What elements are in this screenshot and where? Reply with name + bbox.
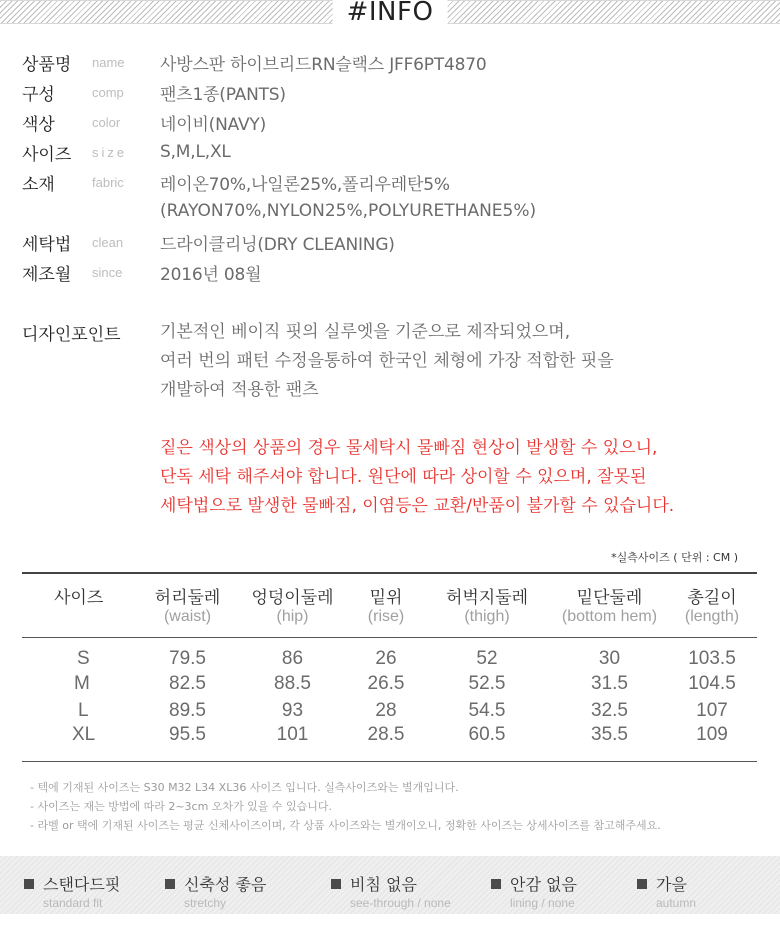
info-value-continued: (RAYON70%,NYLON25%,POLYURETHANE5%) (160, 201, 537, 221)
feature-label: 가을 (656, 875, 687, 894)
footnotes (30, 778, 661, 835)
size-table-header (552, 573, 667, 638)
info-value: 2016년 08월 (160, 264, 262, 285)
table-cell: 26 (375, 648, 397, 669)
footnote: - 사이즈는 재는 방법에 따라 2~3cm 오차가 있을 수 있습니다. (30, 800, 333, 813)
column-sub-label: (waist) (163, 608, 212, 625)
info-value: 사방스판 하이브리드RN슬랙스 JFF6PT4870 (160, 54, 487, 75)
feature-stretch (165, 872, 266, 910)
size-table-header (422, 573, 552, 638)
page-title: #INFO (333, 0, 448, 27)
size-table-header (140, 573, 235, 638)
info-sub-label: fabric (92, 174, 124, 190)
info-row-since (22, 259, 261, 285)
table-cell: 28.5 (367, 724, 405, 745)
table-cell: 82.5 (169, 672, 206, 694)
table-cell: 28 (375, 699, 397, 721)
table-row (22, 697, 757, 724)
feature-label: 비침 없음 (350, 875, 417, 894)
feature-sub-label: autumn (656, 896, 697, 910)
info-sub-label: clean (92, 234, 124, 250)
column-label: 밑단둘레 (576, 588, 643, 608)
info-row-size (22, 139, 231, 165)
info-label: 소재 (22, 174, 55, 195)
info-label: 세탁법 (22, 234, 72, 255)
feature-lining (491, 872, 577, 910)
size-table-header-row (22, 573, 757, 638)
table-cell: 26.5 (367, 672, 405, 694)
info-label: 상품명 (22, 54, 72, 75)
feature-label: 스탠다드핏 (43, 875, 121, 894)
info-label: 구성 (22, 84, 55, 105)
table-cell: 88.5 (274, 672, 311, 694)
design-point-line: 여러 번의 패턴 수정을통하여 한국인 체형에 가장 적합한 핏을 (160, 351, 614, 371)
warning-line: 단독 세탁 해주셔야 합니다. 원단에 따라 상이할 수 있으며, 잘못된 (160, 467, 647, 487)
column-label: 밑위 (369, 588, 403, 608)
feature-sub-label: see-through / none (350, 896, 451, 910)
column-label: 허리둘레 (154, 588, 221, 608)
feature-season (637, 872, 696, 910)
feature-see-through (331, 872, 451, 910)
info-sub-label: color (92, 114, 121, 130)
feature-sub-label: lining / none (510, 896, 575, 910)
washing-warning (160, 434, 770, 521)
size-table-header (667, 573, 757, 638)
header-band (0, 0, 780, 27)
table-cell: 86 (281, 648, 304, 669)
table-cell: 93 (281, 699, 304, 721)
table-cell: 32.5 (591, 699, 628, 721)
table-cell: 79.5 (169, 648, 206, 669)
feature-fit (24, 872, 120, 910)
table-cell: 109 (696, 724, 728, 745)
info-row-color (22, 109, 266, 135)
info-row-comp (22, 79, 286, 105)
table-cell: 107 (696, 699, 728, 721)
info-sub-label: name (92, 54, 125, 70)
info-sub-label: since (92, 264, 123, 280)
info-row-fabric (22, 169, 450, 195)
column-label: 엉덩이둘레 (251, 588, 334, 608)
feature-sub-label: standard fit (43, 896, 103, 910)
design-point-line: 기본적인 베이직 핏의 실루엣을 기준으로 제작되었으며, (160, 322, 571, 342)
design-point-label: 디자인포인트 (22, 325, 121, 345)
column-sub-label: (length) (684, 608, 740, 625)
features-band (0, 856, 780, 914)
table-cell: 89.5 (169, 699, 206, 721)
feature-sub-label: stretchy (184, 896, 227, 910)
info-sub-label: comp (92, 84, 124, 100)
column-sub-label: (rise) (367, 608, 405, 625)
info-sub-label: size (92, 144, 128, 160)
square-icon (637, 879, 647, 889)
info-value: 팬츠1종(PANTS) (160, 84, 286, 105)
warning-line: 세탁법으로 발생한 물빠짐, 이염등은 교환/반품이 불가할 수 있습니다. (160, 496, 675, 516)
table-cell: 31.5 (591, 672, 628, 694)
info-value: 네이비(NAVY) (160, 114, 267, 135)
table-cell: 101 (276, 724, 309, 745)
table-row (22, 670, 757, 697)
size-table (22, 572, 757, 762)
feature-label: 신축성 좋음 (184, 875, 267, 894)
design-point-line: 개발하여 적용한 팬츠 (160, 380, 319, 400)
table-cell-size: L (78, 699, 89, 721)
column-sub-label: (thigh) (464, 608, 510, 625)
column-label: 총길이 (687, 588, 737, 608)
column-label: 허벅지둘레 (445, 588, 529, 608)
info-value: 드라이클리닝(DRY CLEANING) (160, 234, 395, 255)
table-cell: 30 (598, 648, 621, 669)
info-label: 제조월 (22, 264, 72, 285)
footnote: - 라벨 or 택에 기재된 사이즈는 평균 신체사이즈이며, 각 상품 사이즈와는 별개이오니, 정확한 사이즈는 상세사이즈를 참고해주세요. (30, 819, 661, 832)
size-table-header (235, 573, 350, 638)
size-table-header (350, 573, 422, 638)
table-cell: 95.5 (169, 724, 206, 745)
table-cell: 35.5 (591, 724, 628, 745)
design-point-text (160, 318, 760, 405)
column-label: 사이즈 (54, 588, 104, 608)
square-icon (24, 879, 34, 889)
info-row-clean (22, 229, 395, 255)
warning-line: 짙은 색상의 상품의 경우 물세탁시 물빠짐 현상이 발생할 수 있으니, (160, 438, 658, 458)
table-cell: 52 (476, 648, 498, 669)
square-icon (491, 879, 501, 889)
column-sub-label: (hip) (276, 608, 309, 625)
info-label: 색상 (22, 114, 55, 135)
square-icon (331, 879, 341, 889)
table-cell: 60.5 (468, 724, 506, 745)
table-row (22, 638, 757, 671)
table-row (22, 724, 757, 762)
footnote: - 텍에 기재된 사이즈는 S30 M32 L34 XL36 사이즈 입니다. 실측사이즈와는 별개입니다. (30, 781, 459, 794)
table-cell-size: M (74, 672, 90, 694)
square-icon (165, 879, 175, 889)
size-unit-note: *실측사이즈 ( 단위 : CM ) (611, 551, 738, 564)
info-row-name (22, 49, 487, 75)
table-cell: 52.5 (468, 672, 506, 694)
table-cell-size: S (77, 648, 90, 669)
feature-label: 안감 없음 (510, 875, 577, 894)
table-cell: 54.5 (468, 699, 506, 721)
size-table-header (22, 573, 140, 638)
info-value: S,M,L,XL (160, 142, 231, 162)
info-label: 사이즈 (22, 144, 72, 165)
column-sub-label: (bottom hem) (561, 608, 658, 625)
table-cell: 103.5 (688, 648, 736, 669)
table-cell: 104.5 (688, 672, 736, 694)
table-cell-size: XL (72, 724, 96, 745)
info-value: 레이온70%,나일론25%,폴리우레탄5% (160, 174, 450, 195)
